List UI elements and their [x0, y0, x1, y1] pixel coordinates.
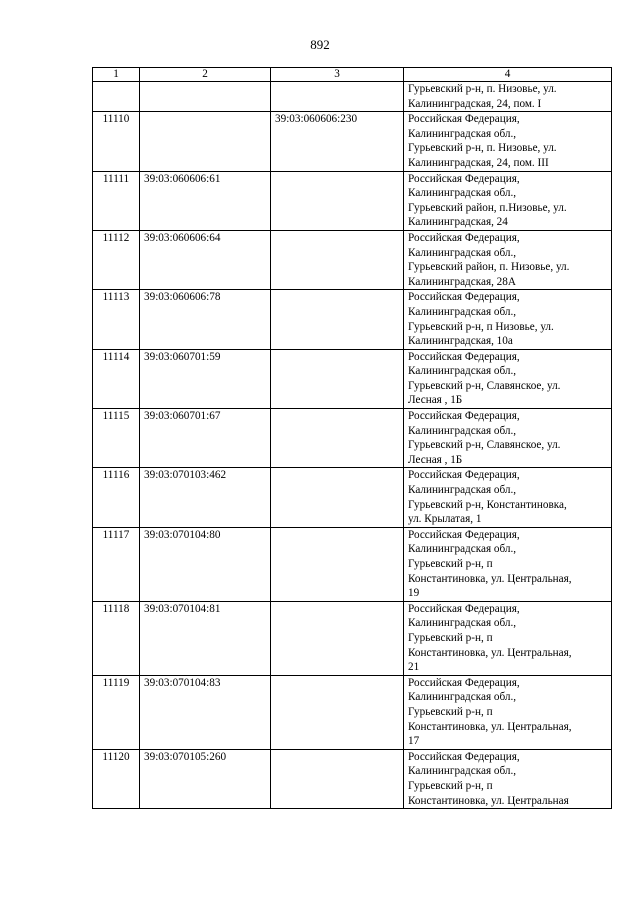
table-row — [93, 171, 612, 230]
row-number-cell: 11119 — [93, 675, 140, 749]
address-line: Гурьевский р-н, п — [408, 631, 493, 644]
row-number-cell: 11118 — [93, 601, 140, 675]
cadastral-object-cell — [271, 349, 404, 408]
table-row — [93, 527, 612, 601]
address-line: Калининградская обл., — [408, 617, 517, 630]
row-number-cell: 11114 — [93, 349, 140, 408]
address-line: Гурьевский район, п.Низовье, ул. — [408, 201, 567, 214]
address-cell — [404, 468, 612, 527]
address-line: 21 — [408, 661, 420, 674]
address-line: Российская Федерация, — [408, 113, 520, 126]
cadastral-land-cell: 39:03:070105:260 — [140, 749, 271, 808]
page-number: 892 — [310, 37, 330, 52]
table-row — [93, 112, 612, 171]
table-row — [93, 290, 612, 349]
cadastral-object-cell — [271, 468, 404, 527]
table-row — [93, 82, 612, 112]
address-line: Калининградская обл., — [408, 424, 517, 437]
column-header: 1 — [93, 68, 140, 82]
table-header-row — [93, 68, 612, 82]
address-line: Калининградская, 24, пом. I — [408, 97, 542, 110]
address-cell — [404, 675, 612, 749]
address-line: Константиновка, ул. Центральная, — [408, 572, 572, 585]
row-number-cell: 11115 — [93, 409, 140, 468]
cadastral-object-cell — [271, 675, 404, 749]
row-number-cell: 11113 — [93, 290, 140, 349]
address-line: Константиновка, ул. Центральная — [408, 794, 569, 807]
cadastral-land-cell: 39:03:070104:81 — [140, 601, 271, 675]
address-cell — [404, 749, 612, 808]
address-line: Гурьевский р-н, п. Низовье, ул. — [408, 83, 557, 95]
address-line: Российская Федерация, — [408, 676, 520, 689]
address-line: Российская Федерация, — [408, 350, 520, 363]
cadastral-land-cell: 39:03:060701:67 — [140, 409, 271, 468]
row-number-cell: 11111 — [93, 171, 140, 230]
cadastral-land-cell — [140, 112, 271, 171]
table-row — [93, 230, 612, 289]
address-line: Калининградская обл., — [408, 305, 517, 318]
address-line: Калининградская, 10а — [408, 335, 513, 348]
address-line: Калининградская обл., — [408, 127, 517, 140]
cadastral-object-cell — [271, 171, 404, 230]
address-line: Российская Федерация, — [408, 469, 520, 482]
address-line: Российская Федерация, — [408, 410, 520, 423]
cadastral-land-cell: 39:03:060701:59 — [140, 349, 271, 408]
address-cell — [404, 409, 612, 468]
cadastral-land-cell: 39:03:060606:78 — [140, 290, 271, 349]
row-number-cell: 11112 — [93, 230, 140, 289]
cadastral-object-cell — [271, 409, 404, 468]
address-line: Калининградская, 28А — [408, 275, 516, 288]
address-line: Калининградская обл., — [408, 246, 517, 259]
address-cell — [404, 171, 612, 230]
address-cell — [404, 527, 612, 601]
table-row — [93, 601, 612, 675]
cadastral-object-cell — [271, 601, 404, 675]
cadastral-object-cell — [271, 230, 404, 289]
address-line: Калининградская обл., — [408, 765, 517, 778]
table-row — [93, 349, 612, 408]
address-cell — [404, 290, 612, 349]
address-line: 19 — [408, 587, 420, 600]
address-line: Лесная , 1Б — [408, 394, 463, 407]
address-line: Калининградская обл., — [408, 484, 517, 497]
cadastral-land-cell: 39:03:070103:462 — [140, 468, 271, 527]
cadastral-land-cell — [140, 82, 271, 112]
address-line: Российская Федерация, — [408, 750, 520, 763]
address-line: Константиновка, ул. Центральная, — [408, 646, 572, 659]
address-cell — [404, 230, 612, 289]
cadastral-object-cell — [271, 82, 404, 112]
address-line: Калининградская обл., — [408, 365, 517, 378]
row-number-cell: 11120 — [93, 749, 140, 808]
cadastral-object-cell — [271, 749, 404, 808]
address-cell — [404, 112, 612, 171]
table-row — [93, 675, 612, 749]
row-number-cell: 11116 — [93, 468, 140, 527]
cadastral-object-cell — [271, 527, 404, 601]
address-line: Гурьевский р-н, п — [408, 705, 493, 718]
row-number-cell: 11117 — [93, 527, 140, 601]
row-number-cell — [93, 82, 140, 112]
address-line: Российская Федерация, — [408, 602, 520, 615]
cadastral-land-cell: 39:03:060606:64 — [140, 230, 271, 289]
address-line: Калининградская, 24, пом. III — [408, 156, 549, 169]
address-line: Гурьевский р-н, п — [408, 558, 493, 570]
address-line: Калининградская обл., — [408, 187, 517, 200]
address-line: Российская Федерация, — [408, 231, 520, 244]
address-line: Гурьевский р-н, Славянское, ул. — [408, 379, 561, 392]
address-line: Гурьевский р-н, Славянское, ул. — [408, 439, 561, 452]
address-line: Гурьевский р-н, п Низовье, ул. — [408, 320, 554, 333]
address-line: Лесная , 1Б — [408, 453, 463, 466]
table-row — [93, 409, 612, 468]
row-number-cell: 11110 — [93, 112, 140, 171]
address-line: Гурьевский р-н, п — [408, 779, 493, 792]
column-header: 3 — [271, 68, 404, 82]
table-row — [93, 749, 612, 808]
address-cell — [404, 349, 612, 408]
address-line: Гурьевский район, п. Низовье, ул. — [408, 261, 570, 274]
cadastral-land-cell: 39:03:060606:61 — [140, 171, 271, 230]
address-line: Гурьевский р-н, п. Низовье, ул. — [408, 142, 557, 155]
address-cell — [404, 82, 612, 112]
address-line: Константиновка, ул. Центральная, — [408, 720, 572, 733]
registry-table — [92, 67, 612, 809]
address-line: Российская Федерация, — [408, 291, 520, 304]
cadastral-object-cell — [271, 290, 404, 349]
cadastral-land-cell: 39:03:070104:83 — [140, 675, 271, 749]
address-line: Калининградская обл., — [408, 691, 517, 704]
address-line: 17 — [408, 735, 420, 748]
address-line: Российская Федерация, — [408, 172, 520, 185]
address-line: ул. Крылатая, 1 — [408, 513, 482, 526]
address-cell — [404, 601, 612, 675]
address-line: Российская Федерация, — [408, 528, 520, 541]
address-line: Калининградская, 24 — [408, 216, 508, 229]
column-header: 2 — [140, 68, 271, 82]
address-line: Гурьевский р-н, Константиновка, — [408, 498, 567, 511]
cadastral-land-cell: 39:03:070104:80 — [140, 527, 271, 601]
cadastral-object-cell: 39:03:060606:230 — [271, 112, 404, 171]
table-row — [93, 468, 612, 527]
column-header: 4 — [404, 68, 612, 82]
address-line: Калининградская обл., — [408, 543, 517, 556]
